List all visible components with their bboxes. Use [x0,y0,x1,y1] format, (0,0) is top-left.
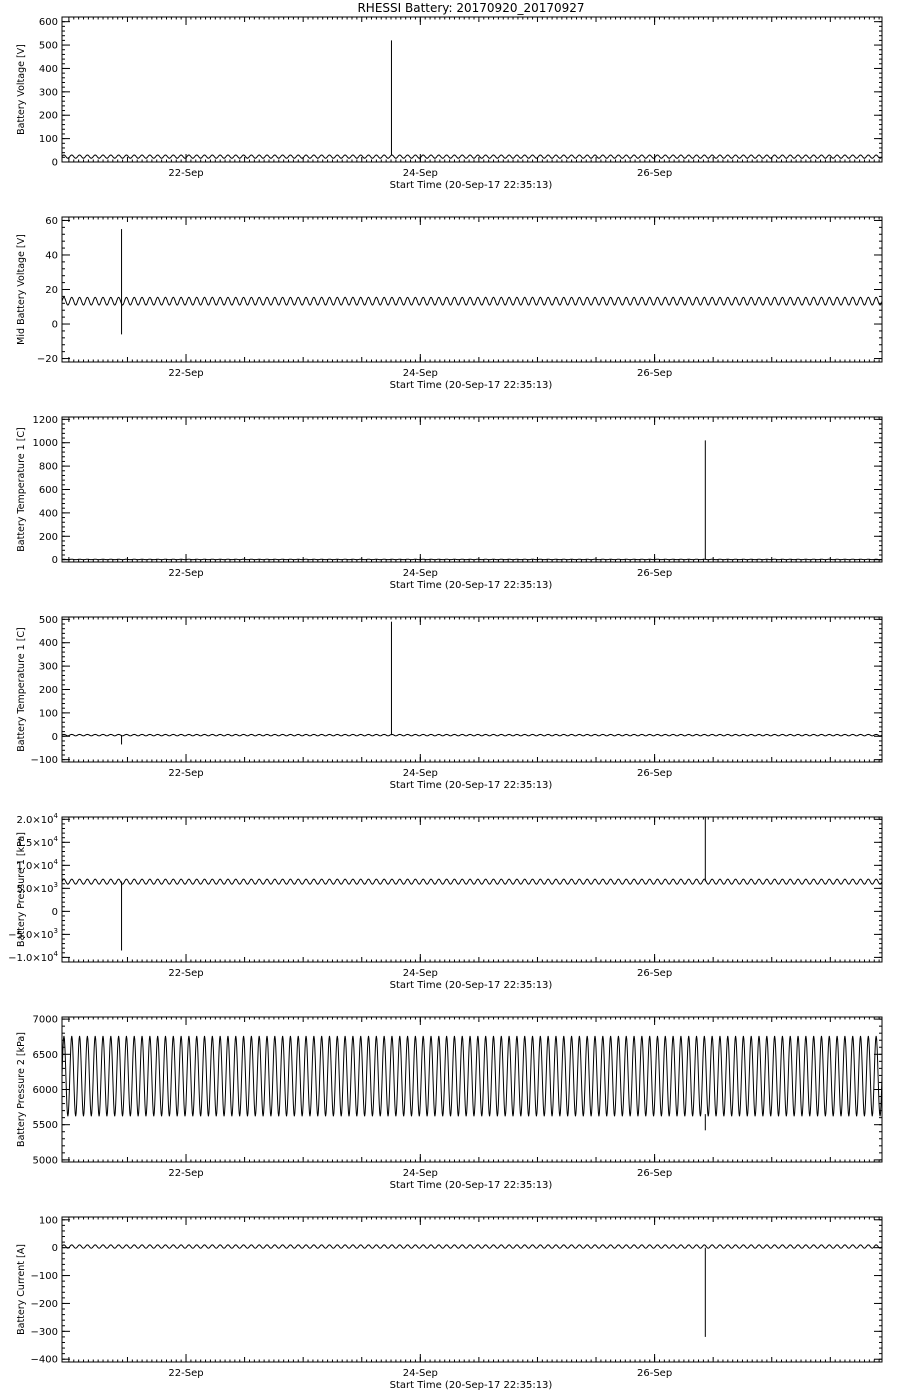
y-tick-label: 500 [38,40,58,52]
y-tick-label: $1.5\times 10^4$ [16,834,58,849]
plot-frame [62,617,882,762]
y-tick-label: 200 [38,531,58,543]
y-axis-label: Battery Current [A] [16,1244,27,1335]
y-tick-label: −300 [30,1326,58,1338]
x-axis-label: Start Time (20-Sep-17 22:35:13) [389,780,553,791]
y-tick-label: −20 [36,354,58,366]
y-tick-label: 500 [38,614,58,626]
x-tick-label: 22-Sep [168,768,204,779]
panel-4 [16,615,882,791]
y-tick-label: 6500 [32,1049,58,1061]
y-tick-label: 5000 [32,1155,58,1167]
y-tick-label: −400 [30,1354,58,1366]
y-tick-label: 5500 [32,1120,58,1132]
x-tick-label: 22-Sep [168,1168,204,1179]
x-tick-label: 26-Sep [637,1168,673,1179]
x-tick-label: 26-Sep [637,368,673,379]
x-axis-label: Start Time (20-Sep-17 22:35:13) [389,380,553,391]
y-tick-label: $5.0\times 10^3$ [16,880,58,895]
series-line [62,734,882,735]
x-tick-label: 24-Sep [402,168,438,179]
y-tick-label: 7000 [32,1014,58,1026]
series-line [62,879,882,884]
y-tick-label: 400 [38,638,58,650]
y-tick-label: 1200 [32,414,58,426]
y-tick-label: 300 [38,661,58,673]
y-axis-label: Mid Battery Voltage [V] [16,234,27,345]
y-tick-label: $-5.0\times 10^3$ [8,926,58,941]
series-line [62,155,882,158]
y-tick-label: 100 [38,708,58,720]
y-tick-label: $1.0\times 10^4$ [16,857,58,872]
x-axis-label: Start Time (20-Sep-17 22:35:13) [389,1180,553,1191]
y-tick-label: −200 [30,1298,58,1310]
panel-1 [16,17,882,191]
y-tick-label: −100 [30,1271,58,1283]
plot-frame [62,1217,882,1362]
y-axis-label: Battery Pressure 1 [kPa] [16,832,27,947]
y-tick-label: 400 [38,63,58,75]
series-line [62,1245,882,1248]
series-line [62,297,882,305]
plot-frame [62,217,882,362]
x-tick-label: 26-Sep [637,168,673,179]
y-tick-label: 0 [51,555,58,567]
panel-7 [16,1215,882,1391]
x-tick-label: 26-Sep [637,768,673,779]
x-tick-label: 24-Sep [402,368,438,379]
y-tick-label: −100 [30,755,58,767]
x-tick-label: 22-Sep [168,568,204,579]
y-tick-label: 300 [38,87,58,99]
panel-3 [16,415,882,591]
y-tick-label: 100 [38,134,58,146]
x-tick-label: 24-Sep [402,968,438,979]
y-tick-label: 0 [51,319,58,331]
plot-frame [62,817,882,962]
y-tick-label: 60 [45,215,58,227]
panel-2 [16,216,882,391]
y-tick-label: 400 [38,508,58,520]
y-tick-label: 600 [38,17,58,29]
y-tick-label: 0 [51,906,58,918]
plot-frame [62,417,882,562]
y-tick-label: 20 [45,285,58,296]
y-tick-label: 100 [38,1215,58,1227]
y-axis-label: Battery Temperature 1 [C] [16,427,27,552]
y-tick-label: 200 [38,685,58,696]
x-tick-label: 22-Sep [168,368,204,379]
x-tick-label: 22-Sep [168,1368,204,1379]
y-axis-label: Battery Temperature 1 [C] [16,627,27,752]
x-tick-label: 24-Sep [402,568,438,579]
y-axis-label: Battery Pressure 2 [kPa] [16,1032,27,1147]
x-tick-label: 24-Sep [402,768,438,779]
panel-6 [16,1015,882,1191]
x-tick-label: 22-Sep [168,168,204,179]
series-line [62,1036,882,1116]
y-tick-label: $2.0\times 10^4$ [16,811,58,826]
x-tick-label: 22-Sep [168,968,204,979]
x-axis-label: Start Time (20-Sep-17 22:35:13) [389,980,553,991]
y-tick-label: $-1.0\times 10^4$ [8,949,58,964]
x-tick-label: 26-Sep [637,1368,673,1379]
y-tick-label: 800 [38,461,58,473]
x-tick-label: 24-Sep [402,1368,438,1379]
y-tick-label: 600 [38,485,58,496]
x-tick-label: 24-Sep [402,1168,438,1179]
y-tick-label: 0 [51,1243,58,1255]
y-tick-label: 1000 [32,438,58,450]
y-tick-label: 40 [45,250,58,262]
x-axis-label: Start Time (20-Sep-17 22:35:13) [389,1380,553,1391]
x-tick-label: 26-Sep [637,568,673,579]
plot-frame [62,17,882,162]
panel-5 [8,812,882,991]
x-axis-label: Start Time (20-Sep-17 22:35:13) [389,580,553,591]
figure-title: RHESSI Battery: 20170920_20170927 [357,1,585,15]
y-tick-label: 200 [38,110,58,122]
y-tick-label: 0 [51,157,58,169]
panels-container [8,17,882,1391]
y-tick-label: 0 [51,731,58,743]
y-axis-label: Battery Voltage [V] [16,44,27,135]
x-axis-label: Start Time (20-Sep-17 22:35:13) [389,180,553,191]
x-tick-label: 26-Sep [637,968,673,979]
y-tick-label: 6000 [32,1085,58,1096]
